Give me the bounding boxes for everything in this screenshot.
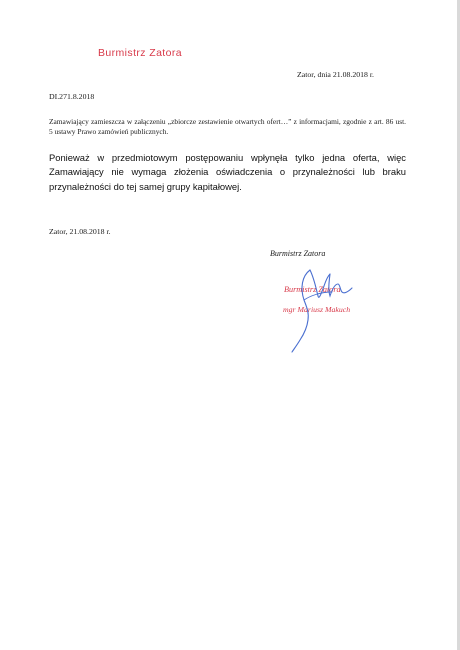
signatory-title: Burmistrz Zatora xyxy=(270,249,326,258)
header-stamp: Burmistrz Zatora xyxy=(98,47,182,59)
intro-paragraph: Zamawiający zamieszcza w załączeniu „zbiorcze zestawienie otwartych ofert…” z informacjami, zgodnie z art. 86 ust. 5 ustawy Prawo zamówień publicznych. xyxy=(49,117,406,137)
main-paragraph: Ponieważ w przedmiotowym postępowaniu wpłynęła tylko jedna oferta, więc Zamawiający nie wymaga złożenia oświadczenia o przynależności lub braku przynależności do tej samej grupy kapitałowej. xyxy=(49,152,406,192)
closing-date: Zator, 21.08.2018 r. xyxy=(49,227,111,236)
handwritten-signature xyxy=(280,262,360,354)
reference-number: DI.271.8.2018 xyxy=(49,92,95,101)
document-date: Zator, dnia 21.08.2018 r. xyxy=(297,70,374,79)
official-seal-person: mgr Mariusz Makuch xyxy=(283,305,351,314)
official-seal-name: Burmistrz Zatora xyxy=(284,285,341,294)
